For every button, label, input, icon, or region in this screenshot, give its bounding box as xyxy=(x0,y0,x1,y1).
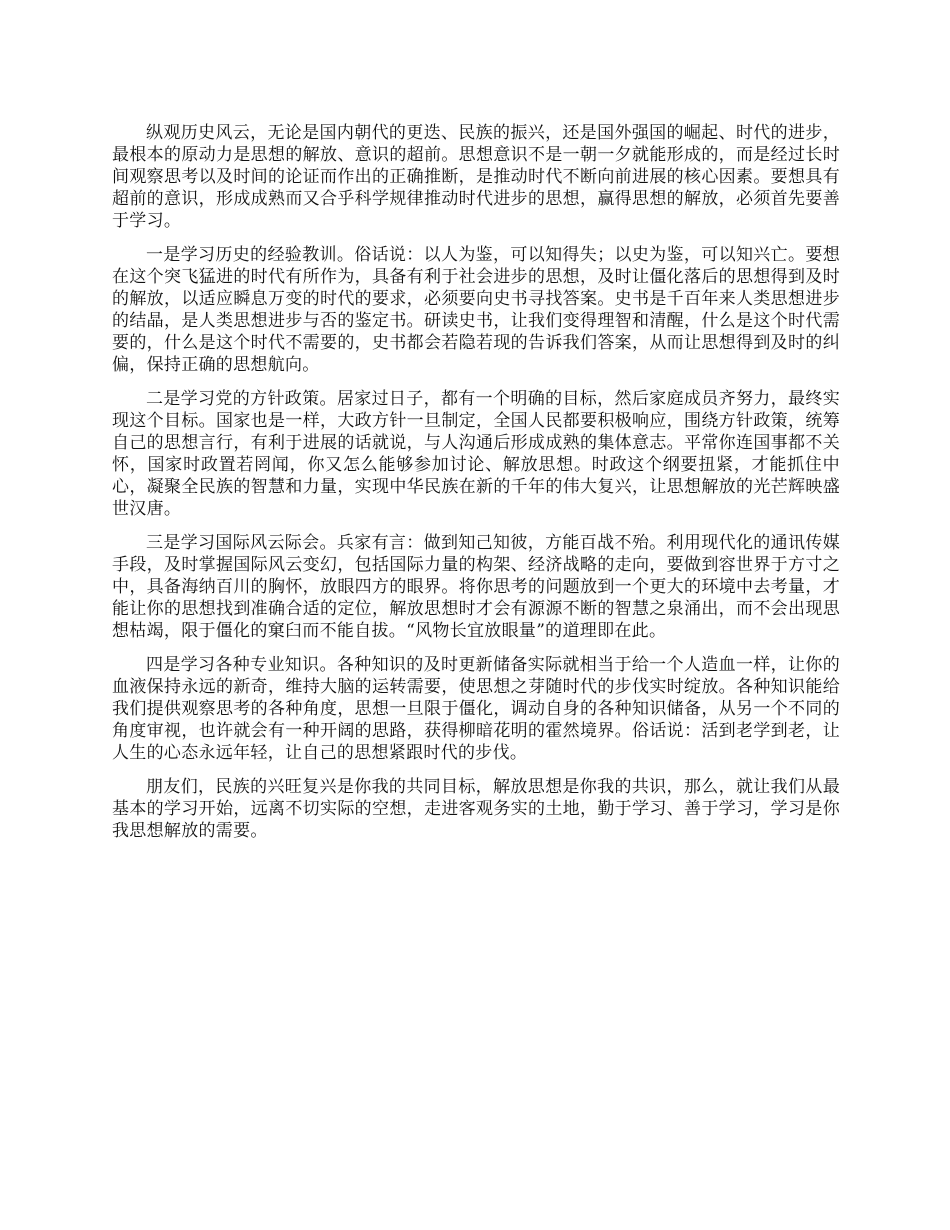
paragraph-policy: 二是学习党的方针政策。居家过日子，都有一个明确的目标，然后家庭成员齐努力，最终实现这个目标。国家也是一样，大政方针一旦制定，全国人民都要积极响应，围绕方针政策，统筹自己的思想言行，有利于进展的话就说，与人沟通后形成成熟的集体意志。平常你连国事都不关怀，国家时政置若罔闻，你又怎么能够参加讨论、解放思想。时政这个纲要扭紧，才能抓住中心，凝聚全民族的智慧和力量，实现中华民族在新的千年的伟大复兴，让思想解放的光芒辉映盛世汉唐。 xyxy=(112,389,840,519)
paragraph-knowledge: 四是学习各种专业知识。各种知识的及时更新储备实际就相当于给一个人造血一样，让你的血液保持永远的新奇，维持大脑的运转需要，使思想之芽随时代的步伐实时绽放。各种知识能给我们提供观察思考的各种角度，思想一旦限于僵化，调动自身的各种知识储备，从另一个不同的角度审视，也许就会有一种开阔的思路，获得柳暗花明的霍然境界。俗话说：活到老学到老，让人生的心态永远年轻，让自己的思想紧跟时代的步伐。 xyxy=(112,655,840,763)
paragraph-international: 三是学习国际风云际会。兵家有言：做到知己知彼，方能百战不殆。利用现代化的通讯传媒手段，及时掌握国际风云变幻，包括国际力量的构架、经济战略的走向，要做到容世界于方寸之中，具备海纳百川的胸怀，放眼四方的眼界。将你思考的问题放到一个更大的环境中去考量，才能让你的思想找到准确合适的定位，解放思想时才会有源源不断的智慧之泉涌出，而不会出现思想枯竭，限于僵化的窠臼而不能自拔。“风物长宜放眼量”的道理即在此。 xyxy=(112,533,840,641)
paragraph-history: 一是学习历史的经验教训。俗话说：以人为鉴，可以知得失；以史为鉴，可以知兴亡。要想在这个突飞猛进的时代有所作为，具备有利于社会进步的思想，及时让僵化落后的思想得到及时的解放，以适应瞬息万变的时代的要求，必须要向史书寻找答案。史书是千百年来人类思想进步的结晶，是人类思想进步与否的鉴定书。研读史书，让我们变得理智和清醒，什么是这个时代需要的，什么是这个时代不需要的，史书都会若隐若现的告诉我们答案，从而让思想得到及时的纠偏，保持正确的思想航向。 xyxy=(112,245,840,375)
paragraph-intro: 纵观历史风云，无论是国内朝代的更迭、民族的振兴，还是国外强国的崛起、时代的进步，最根本的原动力是思想的解放、意识的超前。思想意识不是一朝一夕就能形成的，而是经过长时间观察思考以及时间的论证而作出的正确推断，是推动时代不断向前进展的核心因素。要想具有超前的意识，形成成熟而又合乎科学规律推动时代进步的思想，赢得思想的解放，必须首先要善于学习。 xyxy=(112,123,840,231)
document-page xyxy=(112,122,840,854)
paragraph-conclusion: 朋友们，民族的兴旺复兴是你我的共同目标，解放思想是你我的共识，那么，就让我们从最基本的学习开始，远离不切实际的空想，走进客观务实的土地，勤于学习、善于学习，学习是你我思想解放的需要。 xyxy=(112,777,840,841)
